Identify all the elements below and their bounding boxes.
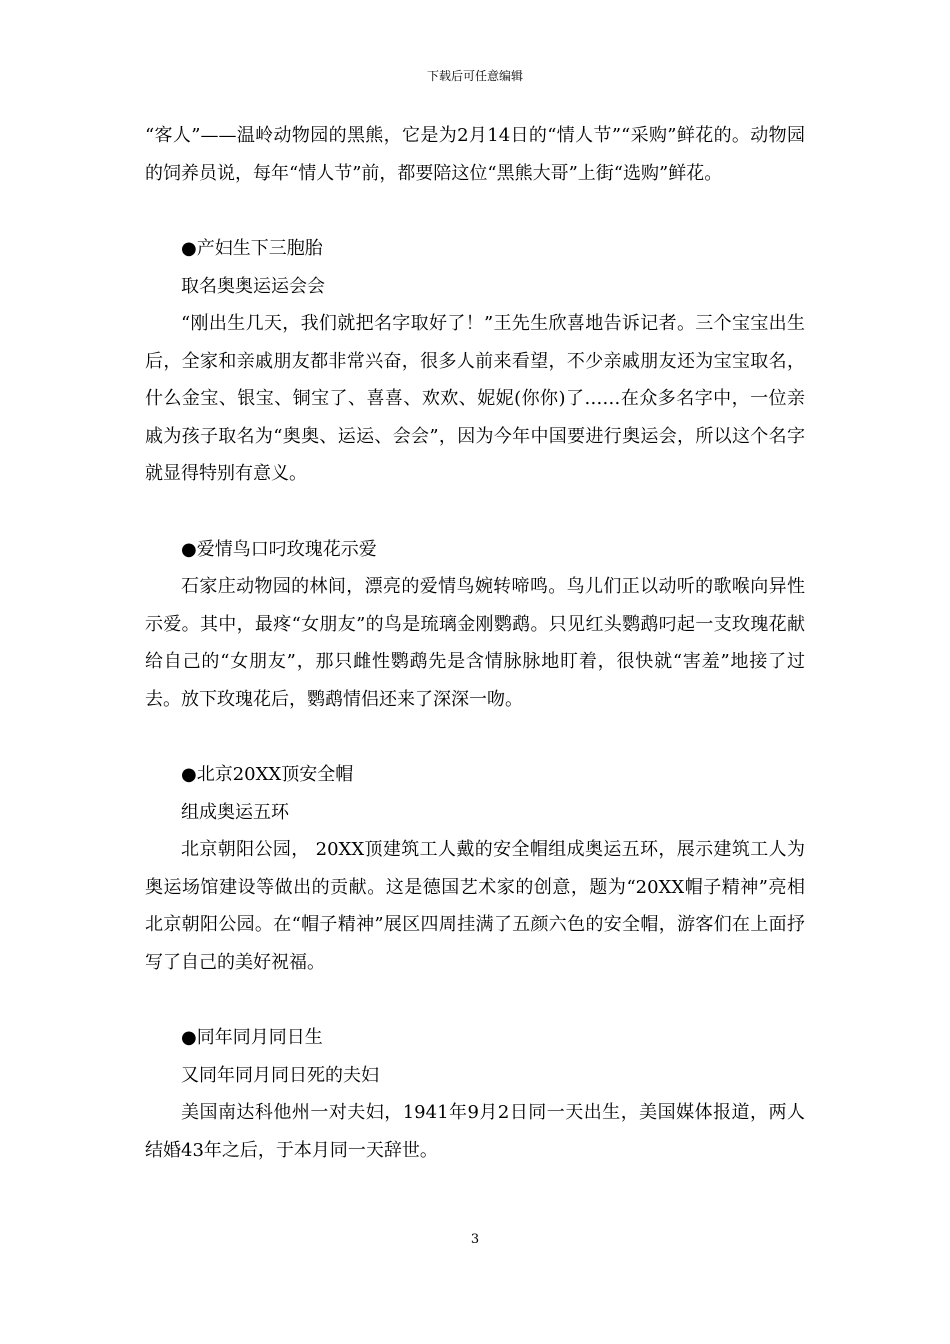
heading-safety-helmets: ●北京20XX顶安全帽 — [181, 764, 354, 785]
page-number: 3 — [470, 1232, 480, 1247]
document-body — [145, 117, 805, 1169]
paragraph-love-birds: 石家庄动物园的林间，漂亮的爱情鸟婉转啼鸣。鸟儿们正以动听的歌喉向异性示爱。其中，最疼“女朋友”的鸟是琉璃金刚鹦鹉。只见红头鹦鹉叼起一支玫瑰花献给自己的“女朋友”，那只雌性鹦鹉先是含情脉脉地盯着，很快就“害羞”地接了过去。放下玫瑰花后，鹦鹉情侣还来了深深一吻。 — [145, 576, 805, 710]
subheading-olympic-rings: 组成奥运五环 — [181, 801, 289, 823]
heading-same-birthday: ●同年同月同日生 — [181, 1027, 323, 1048]
heading-love-birds: ●爱情鸟口叼玫瑰花示爱 — [181, 538, 377, 560]
paragraph-safety-helmets: 北京朝阳公园， 20XX顶建筑工人戴的安全帽组成奥运五环，展示建筑工人为奥运场馆建设等做出的贡献。这是德国艺术家的创意，题为“20XX帽子精神”亮相北京朝阳公园。在“帽子精神”展区四周挂满了五颜六色的安全帽，游客们在上面抒写了自己的美好祝福。 — [145, 839, 805, 973]
paragraph-couple: 美国南达科他州一对夫妇，1941年9月2日同一天出生，美国媒体报道，两人结婚43年之后，于本月同一天辞世。 — [145, 1102, 805, 1161]
heading-triplets: ●产妇生下三胞胎 — [181, 238, 323, 259]
subheading-same-death-day: 又同年同月同日死的夫妇 — [181, 1064, 379, 1086]
subheading-triplets-names: 取名奥奥运运会会 — [181, 275, 325, 297]
page-header: 下载后可任意编辑 — [426, 69, 523, 83]
paragraph-triplets: “刚出生几天，我们就把名字取好了！”王先生欣喜地告诉记者。三个宝宝出生后，全家和亲戚朋友都非常兴奋，很多人前来看望，不少亲戚朋友还为宝宝取名，什么金宝、银宝、铜宝了、喜喜、欢欢、妮妮(你你)了……在众多名字中，一位亲戚为孩子取名为“奥奥、运运、会会”，因为今年中国要进行奥运会，所以这个名字就显得特别有意义。 — [145, 313, 805, 484]
paragraph-black-bear: “客人”——温岭动物园的黑熊，它是为2月14日的“情人节”“采购”鲜花的。动物园的饲养员说，每年“情人节”前，都要陪这位“黑熊大哥”上街“选购”鲜花。 — [145, 125, 805, 184]
